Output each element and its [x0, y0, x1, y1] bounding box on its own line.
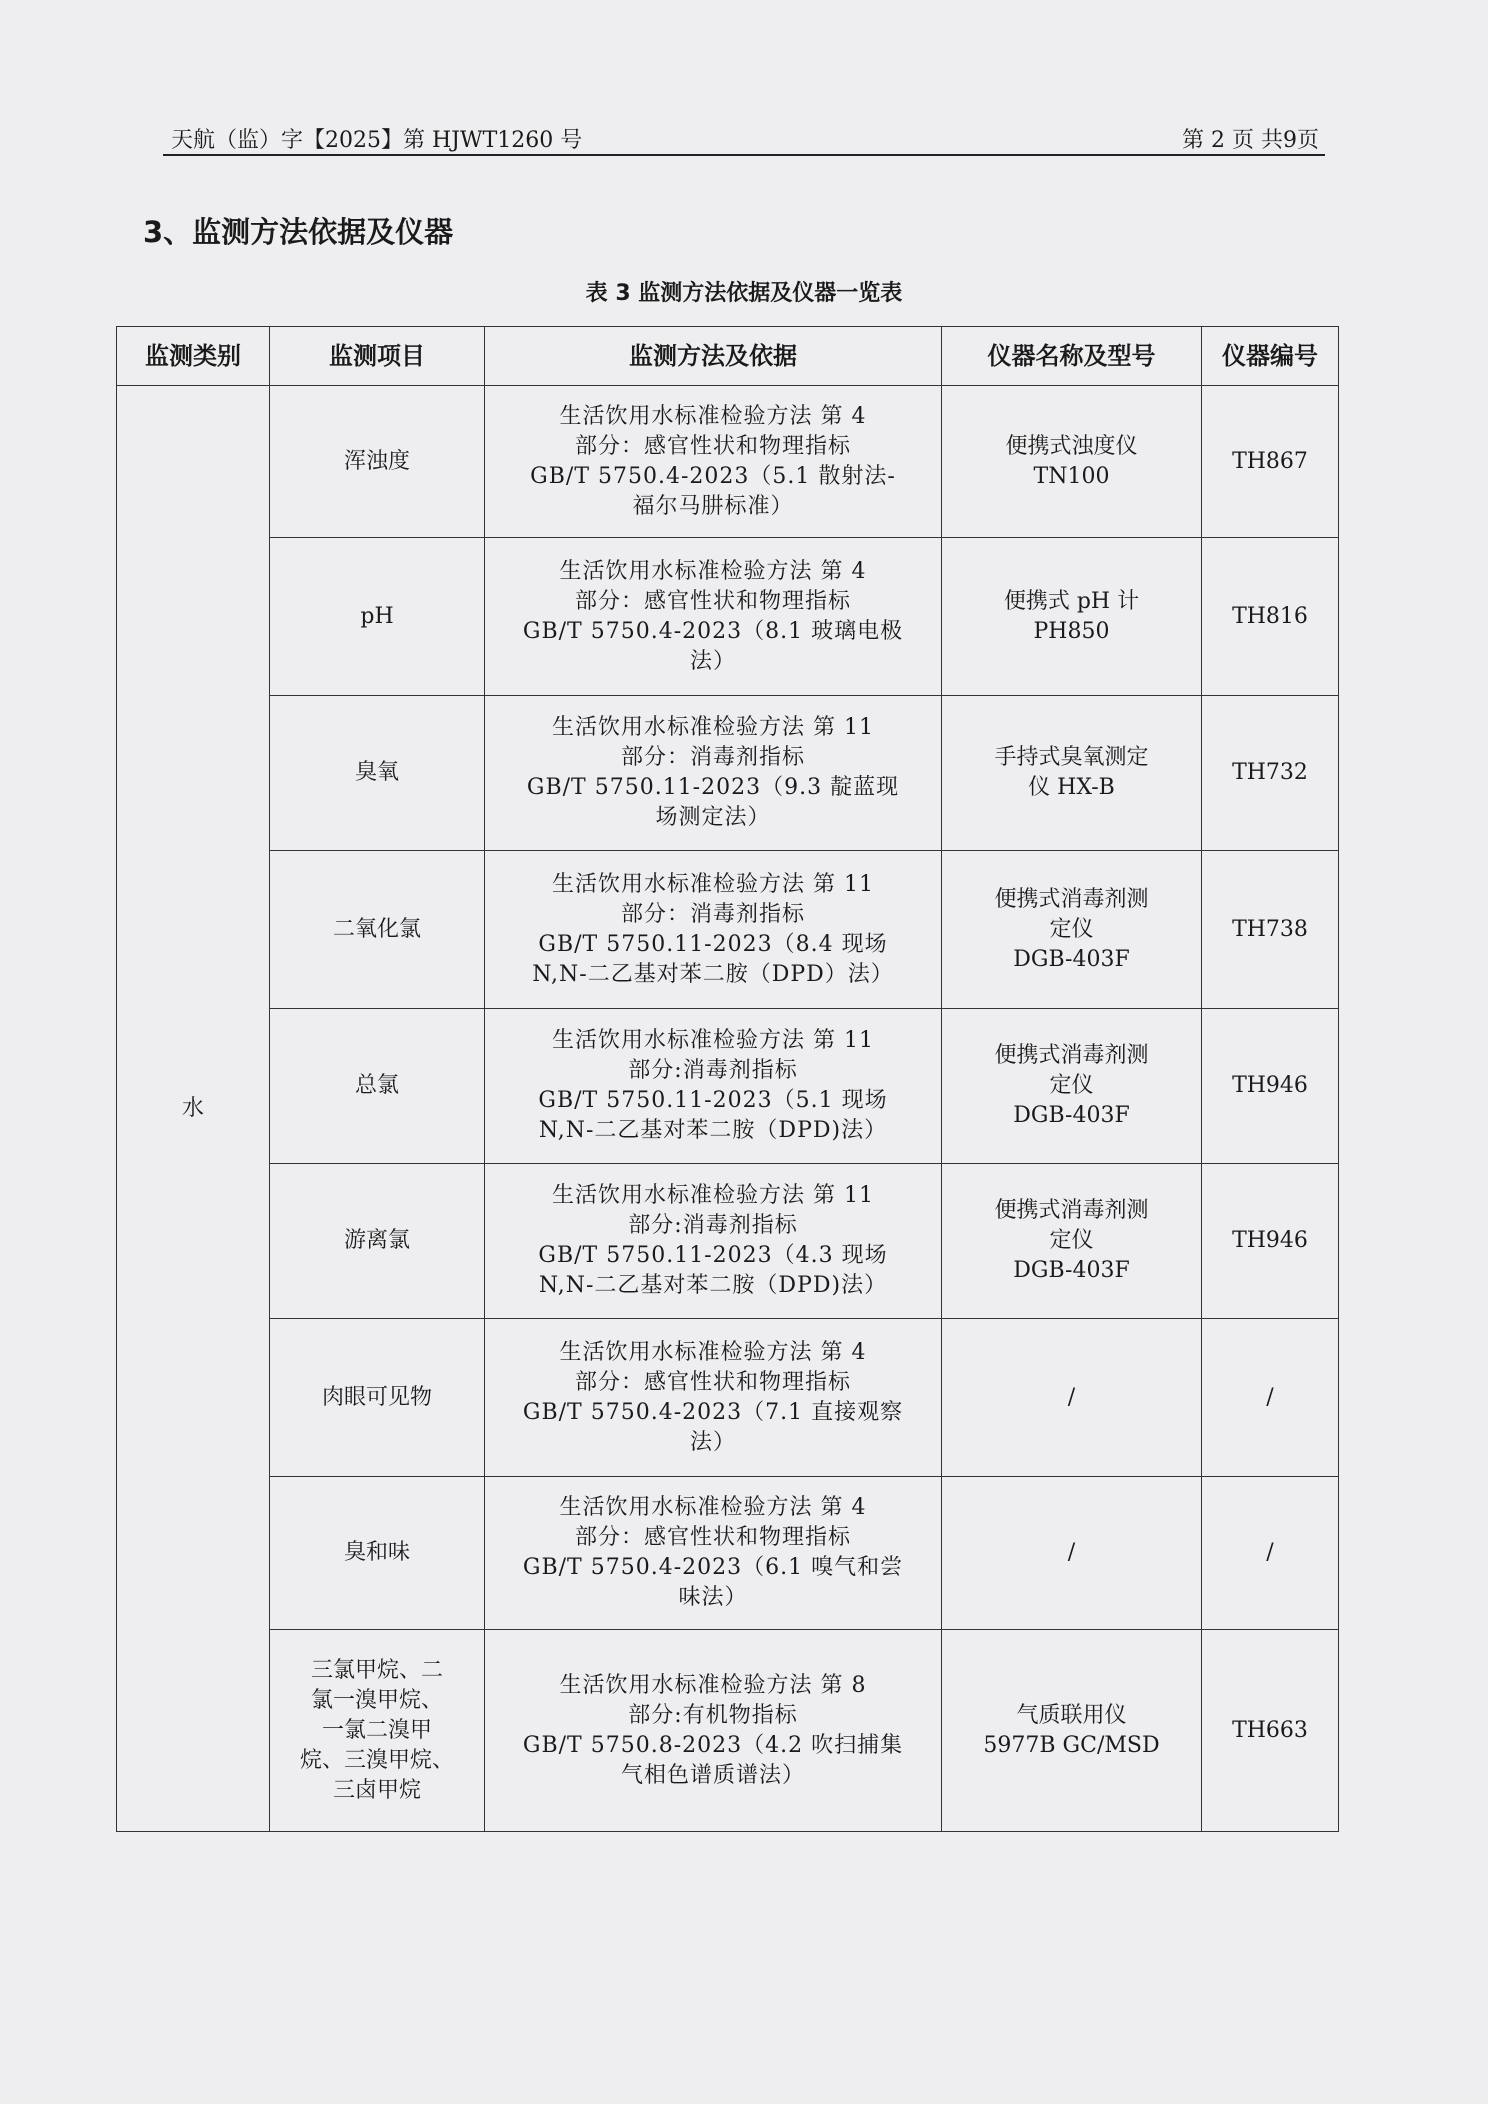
- instrument-line: 便携式 pH 计: [1003, 588, 1140, 614]
- table-row: [117, 386, 1339, 538]
- instrument-line: 仪 HX-B: [1028, 775, 1115, 800]
- instrument-cell: [942, 1009, 1202, 1164]
- section-title: 3、监测方法依据及仪器: [143, 215, 454, 249]
- item-line: 臭和味: [343, 1540, 410, 1565]
- method-cell: [485, 1477, 942, 1630]
- instrument-line: 便携式消毒剂测: [994, 1043, 1149, 1068]
- methods-table: [116, 326, 1339, 1832]
- instrument-cell: [942, 696, 1202, 851]
- method-cell: [485, 538, 942, 696]
- method-line: 部分：消毒剂指标: [620, 901, 805, 927]
- table-header-row: [117, 327, 1339, 386]
- item-cell: [270, 696, 485, 851]
- method-line: 部分：感官性状和物理指标: [574, 1525, 851, 1550]
- item-line: 二氧化氯: [332, 916, 421, 942]
- method-line: GB/T 5750.4-2023（5.1 散射法-: [530, 463, 896, 489]
- item-cell: [270, 1009, 485, 1164]
- item-cell: [270, 851, 485, 1009]
- instrument-cell: [942, 1630, 1202, 1832]
- method-line: N,N-二乙基对苯二胺（DPD）法）: [532, 961, 894, 987]
- method-line: 福尔马肼标准）: [632, 493, 794, 519]
- document-number: 天航（监）字【2025】第 HJWT1260 号: [171, 128, 583, 153]
- code-cell: /: [1202, 1319, 1339, 1477]
- table-row: [117, 1009, 1339, 1164]
- method-cell: [485, 1319, 942, 1477]
- method-line: N,N-二乙基对苯二胺（DPD)法）: [538, 1273, 888, 1298]
- method-line: 部分:消毒剂指标: [628, 1058, 798, 1083]
- method-line: GB/T 5750.8-2023（4.2 吹扫捕集: [522, 1732, 904, 1758]
- instrument-cell: [942, 1319, 1202, 1477]
- item-cell: [270, 1630, 485, 1832]
- item-line: 游离氯: [343, 1228, 410, 1253]
- item-line: 氯一溴甲烷、: [310, 1687, 443, 1713]
- instrument-line: 手持式臭氧测定: [994, 745, 1149, 770]
- instrument-line: 定仪: [1049, 1073, 1094, 1098]
- item-cell: [270, 538, 485, 696]
- method-cell: [485, 696, 942, 851]
- method-line: GB/T 5750.4-2023（7.1 直接观察: [522, 1399, 904, 1425]
- code-cell: TH738: [1202, 851, 1339, 1009]
- instrument-line: 便携式消毒剂测: [994, 1198, 1149, 1223]
- instrument-line: /: [1067, 1384, 1076, 1410]
- item-cell: [270, 1319, 485, 1477]
- method-line: 部分:有机物指标: [628, 1702, 798, 1728]
- instrument-line: 5977B GC/MSD: [983, 1732, 1160, 1758]
- instrument-cell: [942, 1164, 1202, 1319]
- table-row: [117, 1477, 1339, 1630]
- item-line: pH: [360, 603, 394, 629]
- method-line: 生活饮用水标准检验方法 第 8: [559, 1672, 867, 1698]
- method-line: GB/T 5750.11-2023（4.3 现场: [538, 1243, 888, 1268]
- method-cell: [485, 851, 942, 1009]
- item-line: 烷、三溴甲烷、: [299, 1747, 454, 1773]
- method-line: 生活饮用水标准检验方法 第 11: [552, 1183, 874, 1208]
- method-line: GB/T 5750.4-2023（6.1 嗅气和尝: [522, 1555, 904, 1580]
- method-cell: [485, 386, 942, 538]
- method-line: 部分:消毒剂指标: [628, 1213, 798, 1238]
- item-cell: [270, 1164, 485, 1319]
- method-line: 生活饮用水标准检验方法 第 11: [552, 715, 874, 740]
- item-line: 总氯: [354, 1073, 399, 1098]
- method-line: 法）: [689, 648, 736, 674]
- item-line: 三卤甲烷: [332, 1777, 421, 1803]
- item-line: 肉眼可见物: [321, 1384, 432, 1410]
- item-cell: [270, 386, 485, 538]
- col-header-item: 监测项目: [270, 327, 485, 386]
- method-line: 生活饮用水标准检验方法 第 11: [552, 1028, 874, 1053]
- method-line: 生活饮用水标准检验方法 第 11: [552, 871, 874, 897]
- col-header-method: 监测方法及依据: [485, 327, 942, 386]
- method-line: GB/T 5750.11-2023（8.4 现场: [538, 931, 888, 957]
- code-cell: TH946: [1202, 1009, 1339, 1164]
- table-row: [117, 851, 1339, 1009]
- method-line: N,N-二乙基对苯二胺（DPD)法）: [538, 1118, 888, 1143]
- method-line: 味法）: [678, 1585, 748, 1610]
- method-line: 气相色谱质谱法）: [620, 1762, 805, 1788]
- instrument-line: TN100: [1033, 463, 1110, 489]
- item-line: 一氯二溴甲: [321, 1717, 432, 1743]
- method-line: 生活饮用水标准检验方法 第 4: [559, 1339, 867, 1365]
- method-line: 生活饮用水标准检验方法 第 4: [559, 403, 867, 429]
- method-cell: [485, 1009, 942, 1164]
- table-caption: 表 3 监测方法依据及仪器一览表: [585, 281, 903, 306]
- method-line: 部分：感官性状和物理指标: [574, 1369, 851, 1395]
- method-line: GB/T 5750.11-2023（5.1 现场: [538, 1088, 888, 1113]
- method-line: 部分：感官性状和物理指标: [574, 588, 851, 614]
- instrument-line: DGB-403F: [1013, 1258, 1130, 1283]
- instrument-cell: [942, 1477, 1202, 1630]
- method-cell: [485, 1164, 942, 1319]
- code-cell: TH867: [1202, 386, 1339, 538]
- code-cell: TH946: [1202, 1164, 1339, 1319]
- category-cell: 水: [117, 386, 270, 1832]
- method-line: 部分：感官性状和物理指标: [574, 433, 851, 459]
- page-header: [163, 120, 1325, 156]
- method-line: 生活饮用水标准检验方法 第 4: [559, 558, 867, 584]
- instrument-cell: [942, 538, 1202, 696]
- instrument-line: DGB-403F: [1013, 1103, 1130, 1128]
- method-line: 生活饮用水标准检验方法 第 4: [559, 1495, 867, 1520]
- method-line: 场测定法）: [655, 805, 771, 830]
- item-line: 浑浊度: [343, 448, 410, 474]
- table-row: [117, 696, 1339, 851]
- table-row: [117, 1319, 1339, 1477]
- code-cell: /: [1202, 1477, 1339, 1630]
- item-cell: [270, 1477, 485, 1630]
- instrument-line: 便携式浊度仪: [1005, 433, 1138, 459]
- instrument-cell: [942, 851, 1202, 1009]
- table-row: [117, 538, 1339, 696]
- instrument-line: 定仪: [1049, 1228, 1094, 1253]
- instrument-line: 定仪: [1049, 916, 1094, 942]
- method-line: 部分：消毒剂指标: [620, 745, 805, 770]
- col-header-instrument: 仪器名称及型号: [942, 327, 1202, 386]
- item-line: 臭氧: [354, 760, 399, 785]
- method-cell: [485, 1630, 942, 1832]
- col-header-category: 监测类别: [117, 327, 270, 386]
- instrument-line: /: [1067, 1540, 1076, 1565]
- item-line: 三氯甲烷、二: [310, 1657, 443, 1683]
- method-line: GB/T 5750.4-2023（8.1 玻璃电极: [522, 618, 904, 644]
- col-header-code: 仪器编号: [1202, 327, 1339, 386]
- instrument-line: PH850: [1033, 618, 1110, 644]
- code-cell: TH663: [1202, 1630, 1339, 1832]
- method-line: 法）: [689, 1429, 736, 1455]
- instrument-line: 便携式消毒剂测: [994, 886, 1149, 912]
- table-row: [117, 1630, 1339, 1832]
- code-cell: TH732: [1202, 696, 1339, 851]
- instrument-line: DGB-403F: [1013, 946, 1130, 972]
- code-cell: TH816: [1202, 538, 1339, 696]
- method-line: GB/T 5750.11-2023（9.3 靛蓝现: [526, 775, 900, 800]
- page-number: 第 2 页 共9页: [1182, 128, 1319, 153]
- table-row: [117, 1164, 1339, 1319]
- instrument-line: 气质联用仪: [1016, 1702, 1127, 1728]
- instrument-cell: [942, 386, 1202, 538]
